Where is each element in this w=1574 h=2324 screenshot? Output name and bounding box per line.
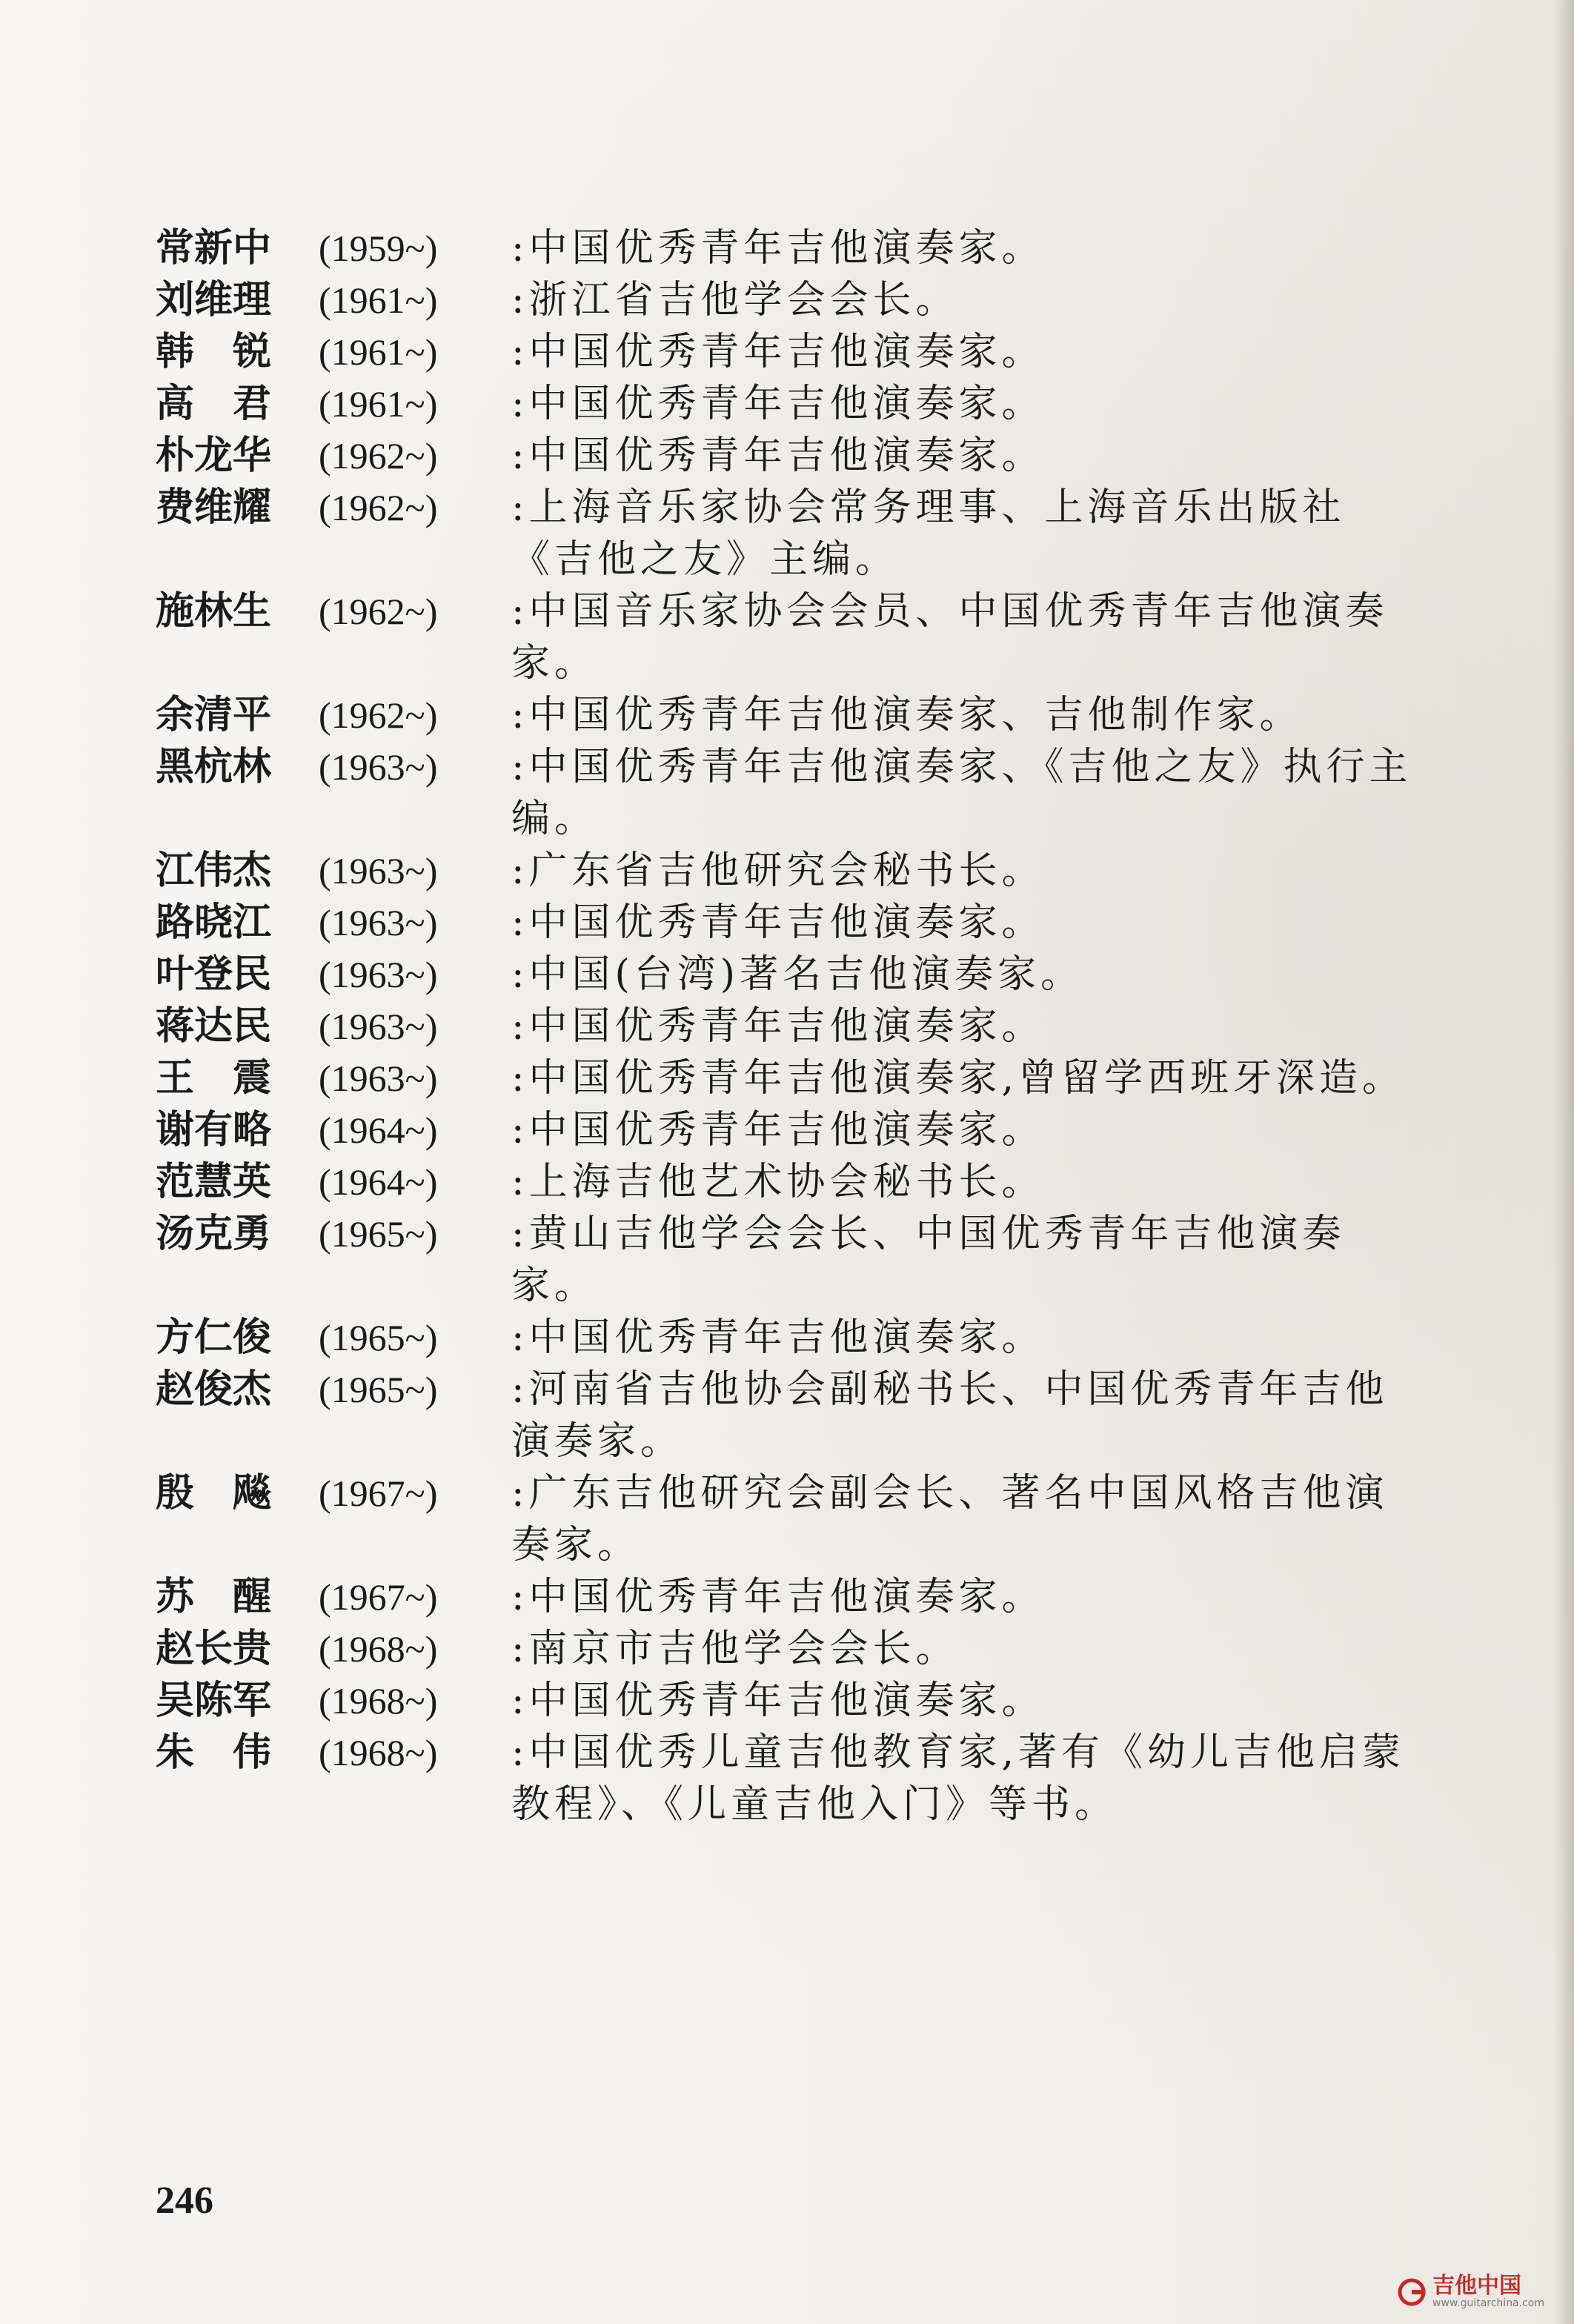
entry-name: 殷 飚 [156, 1470, 272, 1515]
entry-years: (1961~) [319, 383, 438, 425]
list-item [156, 1156, 1415, 1208]
entry-description: :广东吉他研究会副会长、著名中国风格吉他演奏家。 [511, 1471, 1389, 1567]
entry-name: 江伟杰 [156, 848, 272, 893]
list-item [156, 274, 1415, 326]
entry-name: 吴陈军 [156, 1678, 272, 1723]
entry-name: 路晓江 [156, 900, 272, 945]
entry-description: :中国优秀青年吉他演奏家、《吉他之友》执行主编。 [511, 745, 1412, 841]
list-item [156, 378, 1415, 430]
entry-description: :上海吉他艺术协会秘书长。 [511, 1160, 1045, 1204]
entry-description: :中国优秀儿童吉他教育家,著有《幼儿吉他启蒙教程》、《儿童吉他入门》等书。 [511, 1730, 1406, 1827]
list-item [156, 430, 1415, 482]
list-item [156, 845, 1415, 897]
entry-name: 朱 伟 [156, 1730, 272, 1775]
entry-years: (1965~) [319, 1213, 438, 1255]
entry-years: (1968~) [319, 1680, 438, 1722]
entry-years: (1962~) [319, 487, 438, 528]
list-item [156, 1571, 1415, 1623]
entry-name: 苏 醒 [156, 1574, 272, 1619]
page-number: 246 [156, 2179, 213, 2222]
entry-description: :南京市吉他学会会长。 [511, 1627, 959, 1671]
entry-name: 赵长贵 [156, 1626, 272, 1671]
entry-name: 汤克勇 [156, 1211, 272, 1256]
entry-years: (1963~) [319, 902, 438, 943]
guitar-logo-icon [1397, 2277, 1427, 2307]
entry-name: 施林生 [156, 588, 272, 634]
list-item [156, 326, 1415, 378]
entry-years: (1963~) [319, 850, 438, 892]
entry-description: :中国优秀青年吉他演奏家。 [511, 1315, 1045, 1360]
entry-years: (1968~) [319, 1628, 438, 1670]
entry-years: (1962~) [319, 435, 438, 477]
entry-name: 范慧英 [156, 1159, 272, 1204]
entry-description: :上海音乐家协会常务理事、上海音乐出版社《吉他之友》主编。 [511, 485, 1346, 582]
entry-description: :中国优秀青年吉他演奏家。 [511, 226, 1045, 270]
entry-name: 韩 锐 [156, 329, 272, 374]
entry-years: (1964~) [319, 1161, 438, 1203]
entry-years: (1963~) [319, 1058, 438, 1099]
entry-description: :广东省吉他研究会秘书长。 [511, 849, 1045, 893]
list-item [156, 1104, 1415, 1156]
entry-name: 王 震 [156, 1055, 272, 1100]
entry-description: :中国优秀青年吉他演奏家。 [511, 900, 1045, 945]
entry-description: :中国优秀青年吉他演奏家。 [511, 330, 1045, 374]
list-item [156, 585, 1415, 689]
list-item [156, 1467, 1415, 1571]
entry-years: (1963~) [319, 746, 438, 788]
list-item [156, 1312, 1415, 1364]
entry-name: 常新中 [156, 225, 272, 270]
watermark-logo [1397, 2275, 1544, 2309]
entry-name: 黑杭林 [156, 744, 272, 789]
list-item [156, 741, 1415, 845]
entry-years: (1961~) [319, 279, 438, 321]
entry-years: (1962~) [319, 591, 438, 632]
list-item [156, 482, 1415, 585]
entry-description: :河南省吉他协会副秘书长、中国优秀青年吉他演奏家。 [511, 1367, 1389, 1464]
entry-list [156, 222, 1415, 1830]
entry-years: (1965~) [319, 1369, 438, 1410]
entry-description: :黄山吉他学会会长、中国优秀青年吉他演奏家。 [511, 1212, 1346, 1308]
entry-description: :中国优秀青年吉他演奏家、吉他制作家。 [511, 693, 1303, 737]
entry-name: 余清平 [156, 692, 272, 737]
entry-years: (1967~) [319, 1473, 438, 1514]
entry-description: :中国音乐家协会会员、中国优秀青年吉他演奏家。 [511, 589, 1389, 685]
list-item [156, 222, 1415, 274]
entry-years: (1967~) [319, 1576, 438, 1618]
list-item [156, 949, 1415, 1000]
entry-description: :中国优秀青年吉他演奏家。 [511, 1108, 1045, 1152]
entry-years: (1961~) [319, 331, 438, 373]
entry-name: 蒋达民 [156, 1003, 272, 1049]
entry-description: :中国优秀青年吉他演奏家。 [511, 434, 1045, 478]
entry-description: :中国优秀青年吉他演奏家,曾留学西班牙深造。 [511, 1056, 1406, 1100]
entry-description: :中国优秀青年吉他演奏家。 [511, 1679, 1045, 1723]
entry-years: (1963~) [319, 1006, 438, 1047]
watermark-text: 吉他中国 [1432, 2273, 1522, 2299]
entry-name: 朴龙华 [156, 433, 272, 478]
entry-years: (1959~) [319, 228, 438, 269]
list-item [156, 1000, 1415, 1052]
list-item [156, 897, 1415, 949]
entry-description: :中国优秀青年吉他演奏家。 [511, 1004, 1045, 1049]
entry-name: 方仁俊 [156, 1315, 272, 1360]
list-item [156, 1208, 1415, 1312]
entry-name: 高 君 [156, 381, 272, 426]
entry-years: (1964~) [319, 1109, 438, 1151]
entry-description: :浙江省吉他学会会长。 [511, 278, 959, 322]
list-item [156, 1052, 1415, 1104]
list-item [156, 1364, 1415, 1467]
entry-name: 赵俊杰 [156, 1367, 272, 1412]
list-item [156, 689, 1415, 741]
watermark-subtext: www.guitarchina.com [1432, 2297, 1544, 2309]
list-item [156, 1727, 1415, 1830]
entry-name: 费维耀 [156, 485, 272, 530]
entry-years: (1965~) [319, 1317, 438, 1358]
list-item [156, 1675, 1415, 1727]
entry-years: (1963~) [319, 954, 438, 995]
page-edge-shadow [1553, 0, 1574, 2324]
entry-description: :中国优秀青年吉他演奏家。 [511, 382, 1045, 426]
entry-years: (1962~) [319, 694, 438, 736]
list-item [156, 1623, 1415, 1675]
entry-description: :中国优秀青年吉他演奏家。 [511, 1575, 1045, 1619]
entry-name: 刘维理 [156, 277, 272, 322]
entry-years: (1968~) [319, 1732, 438, 1773]
entry-description: :中国(台湾)著名吉他演奏家。 [511, 952, 1084, 997]
entry-name: 叶登民 [156, 952, 272, 997]
entry-name: 谢有略 [156, 1107, 272, 1152]
